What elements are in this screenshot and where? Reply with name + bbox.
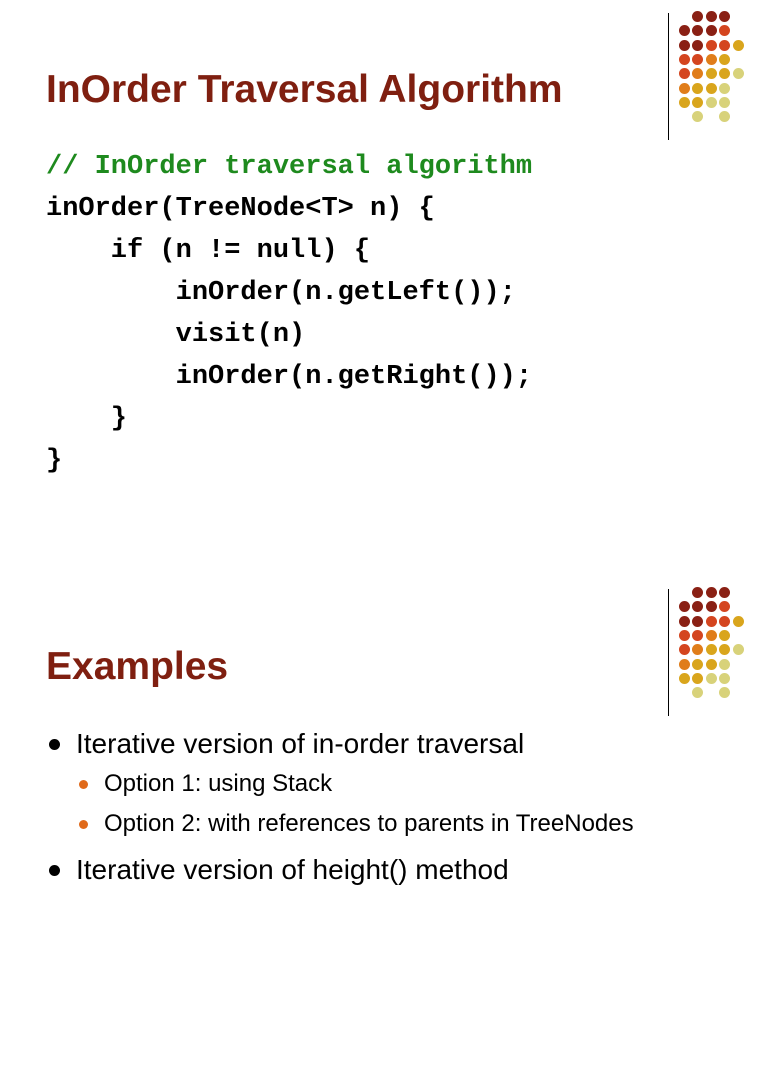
code-line: inOrder(n.getRight()); [46,362,533,392]
decorative-dot [706,587,717,598]
slide-title: InOrder Traversal Algorithm [46,68,563,111]
decorative-dot [706,673,717,684]
decorative-dot [679,659,690,670]
decorative-dot [719,25,730,36]
bullet-item [46,724,634,764]
decorative-dot [719,644,730,655]
decorative-dot [692,644,703,655]
bullet-list [46,724,634,890]
code-block [46,146,532,482]
decorative-dot [719,673,730,684]
decorative-dot [706,54,717,65]
decorative-dot [692,40,703,51]
code-line: } [46,404,128,434]
decorative-dot [706,25,717,36]
decorative-dot [692,25,703,36]
bullet-text: Iterative version of in-order traversal [76,728,525,759]
decorative-dot [719,687,730,698]
decorative-dot [706,68,717,79]
decorative-dot [679,630,690,641]
decorative-dot [719,97,730,108]
decorative-dot [692,601,703,612]
code-line: if (n != null) { [46,236,371,266]
decorative-dot [692,83,703,94]
decorative-dot [733,40,744,51]
decorative-dot [706,601,717,612]
decorative-dot [733,616,744,627]
decorative-dot [719,616,730,627]
decorative-dot [719,83,730,94]
decorative-dot [692,111,703,122]
code-line: inOrder(n.getLeft()); [46,278,516,308]
decorative-dot [692,68,703,79]
decorative-dot [719,659,730,670]
decorative-dot [706,616,717,627]
decorative-dot [719,11,730,22]
decorative-dot [679,644,690,655]
decorative-dot [692,659,703,670]
sub-bullet-text: Option 2: with references to parents in TreeNodes [104,810,634,837]
slide-title: Examples [46,645,229,688]
decorative-dot [692,673,703,684]
decorative-dot [692,687,703,698]
code-line: visit(n) [46,320,306,350]
decorative-dot [706,644,717,655]
decorative-dot [679,68,690,79]
decorative-dot [692,616,703,627]
slide-inorder-algorithm [0,0,768,512]
bullet-dot-icon [49,739,60,750]
code-line: inOrder(TreeNode<T> n) { [46,194,435,224]
decorative-dot [679,616,690,627]
sub-bullet-item [46,804,634,844]
sub-bullet-item [46,764,634,804]
code-line: } [46,446,63,476]
decorative-dot [706,630,717,641]
title-divider-line [668,13,669,140]
decorative-dot [719,68,730,79]
decorative-dot [692,587,703,598]
decorative-dot [692,97,703,108]
decorative-dot [719,587,730,598]
sub-bullet-text: Option 1: using Stack [104,770,333,797]
bullet-item [46,850,634,890]
decorative-dot [706,11,717,22]
slide-examples [0,576,768,1088]
decorative-dot [733,644,744,655]
decorative-dot [706,97,717,108]
decorative-dot [706,83,717,94]
decorative-dot [719,54,730,65]
decorative-dot [692,54,703,65]
bullet-text: Iterative version of height() method [76,854,509,885]
decorative-dot [719,630,730,641]
decorative-dot [679,54,690,65]
decorative-dot [706,40,717,51]
decorative-dot [733,68,744,79]
decorative-dot [692,11,703,22]
sub-bullet-dot-icon [79,820,88,829]
decorative-dot [719,111,730,122]
decorative-dot [679,40,690,51]
decorative-dot [679,601,690,612]
decorative-dot [719,601,730,612]
decorative-dot [706,659,717,670]
decorative-dot [692,630,703,641]
decorative-dot [679,97,690,108]
decorative-dot [679,25,690,36]
decorative-dot [679,673,690,684]
bullet-dot-icon [49,865,60,876]
sub-bullet-dot-icon [79,780,88,789]
decorative-dot [679,83,690,94]
code-comment: // InOrder traversal algorithm [46,152,533,182]
title-divider-line [668,589,669,716]
decorative-dot [719,40,730,51]
